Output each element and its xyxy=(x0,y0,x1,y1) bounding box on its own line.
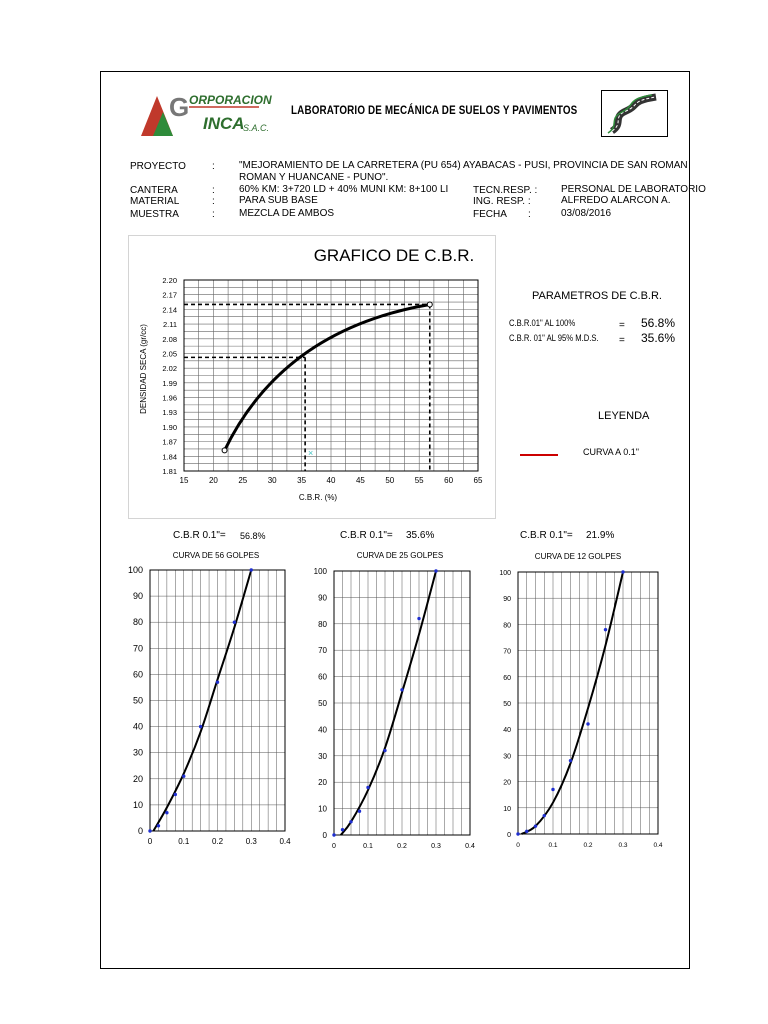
main-y-tick: 2.17 xyxy=(162,290,177,300)
marker-glyph: × xyxy=(308,448,314,458)
main-x-tick: 35 xyxy=(297,476,307,485)
muestra-colon: : xyxy=(212,209,215,220)
main-y-tick: 2.08 xyxy=(162,334,177,344)
tecn-label: TECN.RESP. : xyxy=(473,185,538,196)
param-row2-eq: = xyxy=(619,335,625,346)
chart25-x-tick: 0.1 xyxy=(363,843,373,850)
main-x-tick: 45 xyxy=(355,476,365,485)
material-colon: : xyxy=(212,196,215,207)
chart12-y-tick: 100 xyxy=(499,570,511,577)
chart56-y-tick: 90 xyxy=(132,591,143,602)
legend-title: LEYENDA xyxy=(598,410,650,422)
fecha-value: 03/08/2016 xyxy=(561,208,612,219)
chart25-x-tick: 0.4 xyxy=(465,843,475,850)
chart12-y-tick: 80 xyxy=(503,622,511,630)
chart12-x-tick: 0.1 xyxy=(548,842,558,849)
chart12-x-tick: 0.2 xyxy=(583,842,593,849)
logo-suffix: S.A.C. xyxy=(243,123,270,133)
main-x-tick: 15 xyxy=(179,476,189,485)
chart56-y-tick: 60 xyxy=(132,669,143,680)
param-row2-label: C.B.R. 01" AL 95% M.D.S. xyxy=(509,333,599,343)
chart12-y-tick: 60 xyxy=(503,674,511,682)
chart12-y-tick: 10 xyxy=(503,805,511,813)
road-icon xyxy=(602,91,667,136)
chart25-x-tick: 0.3 xyxy=(431,843,441,850)
logo-glyph: G xyxy=(169,92,190,122)
chart25-header: C.B.R 0.1"= xyxy=(340,530,393,541)
main-chart-title: GRAFICO DE C.B.R. xyxy=(313,246,475,265)
chart56-y-tick: 70 xyxy=(132,643,143,654)
param-row2-value: 35.6% xyxy=(641,331,676,345)
road-logo-box xyxy=(601,90,668,137)
chart25-y-tick: 90 xyxy=(318,593,327,603)
chart56-title: CURVA DE 56 GOLPES xyxy=(172,551,260,560)
chart12-x-tick: 0.4 xyxy=(653,842,663,849)
chart12-y-tick: 90 xyxy=(503,596,511,604)
chart12-y-tick: 40 xyxy=(503,727,511,735)
material-value: PARA SUB BASE xyxy=(239,195,318,206)
chart25-title: CURVA DE 25 GOLPES xyxy=(356,551,444,560)
chart12-y-tick: 0 xyxy=(507,832,511,839)
ing-label: ING. RESP. : xyxy=(473,196,531,207)
proyecto-label: PROYECTO xyxy=(130,161,186,172)
chart56-x-tick: 0.2 xyxy=(211,837,224,846)
fecha-colon: : xyxy=(528,209,531,220)
chart56-x-tick: 0 xyxy=(147,837,153,846)
main-y-tick: 1.87 xyxy=(162,437,177,447)
chart56-y-tick: 80 xyxy=(132,617,143,628)
main-x-axis-label: C.B.R. (%) xyxy=(298,493,338,502)
chart25-y-tick: 70 xyxy=(318,646,327,656)
main-y-tick: 2.14 xyxy=(162,305,177,315)
main-y-tick: 1.96 xyxy=(162,393,177,403)
main-y-tick: 1.90 xyxy=(162,422,177,432)
chart56-y-tick: 50 xyxy=(132,695,143,706)
chart25-x-tick: 0.2 xyxy=(397,843,407,850)
main-y-tick: 2.11 xyxy=(162,320,177,330)
tecn-value: PERSONAL DE LABORATORIO xyxy=(561,184,706,195)
material-label: MATERIAL xyxy=(130,196,180,207)
main-y-axis-label: DENSIDAD SECA (gr/cc) xyxy=(139,324,148,414)
chart25-y-tick: 60 xyxy=(318,672,327,682)
chart12-title: CURVA DE 12 GOLPES xyxy=(534,552,622,561)
chart56-y-tick: 0 xyxy=(137,826,143,836)
chart12-header-value: 21.9% xyxy=(586,530,615,541)
main-x-tick: 65 xyxy=(473,476,483,485)
header-title: LABORATORIO DE MECÁNICA DE SUELOS Y PAVIMENTOS xyxy=(291,103,578,117)
main-y-tick: 1.99 xyxy=(162,378,177,388)
chart56-y-tick: 30 xyxy=(132,747,143,758)
param-row1-label: C.B.R.01" AL 100% xyxy=(509,318,576,328)
chart25-y-tick: 50 xyxy=(318,699,327,708)
chart25-y-tick: 10 xyxy=(318,804,327,814)
corporacion-inca-logo xyxy=(139,86,279,141)
chart56-x-tick: 0.1 xyxy=(178,837,190,846)
muestra-label: MUESTRA xyxy=(130,209,179,220)
main-x-tick: 60 xyxy=(444,476,454,485)
main-x-tick: 30 xyxy=(267,476,277,485)
chart12-y-tick: 70 xyxy=(503,648,511,656)
chart25-y-tick: 0 xyxy=(322,831,327,840)
main-y-tick: 1.84 xyxy=(162,452,177,462)
ing-value: ALFREDO ALARCON A. xyxy=(561,195,671,206)
fecha-label: FECHA xyxy=(473,209,507,220)
chart56-x-tick: 0.3 xyxy=(245,837,257,846)
main-y-tick: 2.02 xyxy=(162,364,177,374)
chart12-y-tick: 50 xyxy=(503,701,511,708)
chart56-x-tick: 0.4 xyxy=(279,837,291,846)
main-y-tick: 2.20 xyxy=(162,276,177,285)
main-x-tick: 25 xyxy=(238,476,248,485)
proyecto-value-1: "MEJORAMIENTO DE LA CARRETERA (PU 654) AYABACAS - PUSI, PROVINCIA DE SAN ROMAN xyxy=(239,160,688,171)
chart12-header: C.B.R 0.1"= xyxy=(520,530,573,541)
cantera-value: 60% KM: 3+720 LD + 40% MUNI KM: 8+100 LI xyxy=(239,184,449,195)
proyecto-colon: : xyxy=(212,161,215,172)
legend-red-line xyxy=(520,454,558,456)
main-y-tick: 1.93 xyxy=(162,408,177,418)
chart56-y-tick: 40 xyxy=(132,721,143,732)
main-y-tick: 1.81 xyxy=(162,467,177,476)
chart25-y-tick: 30 xyxy=(318,751,327,761)
chart25-y-tick: 80 xyxy=(318,619,327,629)
chart25-y-tick: 40 xyxy=(318,725,327,735)
logo-line2: INCA xyxy=(203,114,245,133)
chart12-x-tick: 0.3 xyxy=(618,842,628,849)
muestra-value: MEZCLA DE AMBOS xyxy=(239,208,335,219)
main-x-tick: 20 xyxy=(208,476,218,485)
chart56-y-tick: 100 xyxy=(127,565,143,575)
chart25-header-value: 35.6% xyxy=(406,530,435,541)
chart12-x-tick: 0 xyxy=(516,842,520,849)
main-chart-box xyxy=(128,235,496,519)
chart56-header: C.B.R 0.1"= xyxy=(173,530,226,541)
proyecto-value-2: ROMAN Y HUANCANE - PUNO". xyxy=(239,172,389,183)
main-y-tick: 2.05 xyxy=(162,349,177,359)
parameters-title: PARAMETROS DE C.B.R. xyxy=(532,290,662,302)
cantera-label: CANTERA xyxy=(130,185,178,196)
legend-item-label: CURVA A 0.1" xyxy=(583,447,639,457)
param-row1-eq: = xyxy=(619,320,625,331)
chart12-y-tick: 20 xyxy=(503,779,511,787)
chart25-x-tick: 0 xyxy=(332,843,336,850)
cantera-colon: : xyxy=(212,185,215,196)
chart25-y-tick: 100 xyxy=(313,567,327,576)
chart12-y-tick: 30 xyxy=(503,753,511,761)
param-row1-value: 56.8% xyxy=(641,316,676,330)
chart56-y-tick: 20 xyxy=(132,773,143,784)
main-x-tick: 55 xyxy=(414,476,424,485)
chart56-y-tick: 10 xyxy=(132,799,143,810)
chart25-y-tick: 20 xyxy=(318,778,327,788)
main-x-tick: 40 xyxy=(326,476,336,485)
logo-line1: ORPORACION xyxy=(189,93,272,107)
main-x-tick: 50 xyxy=(385,476,395,485)
chart56-header-value: 56.8% xyxy=(240,531,266,541)
